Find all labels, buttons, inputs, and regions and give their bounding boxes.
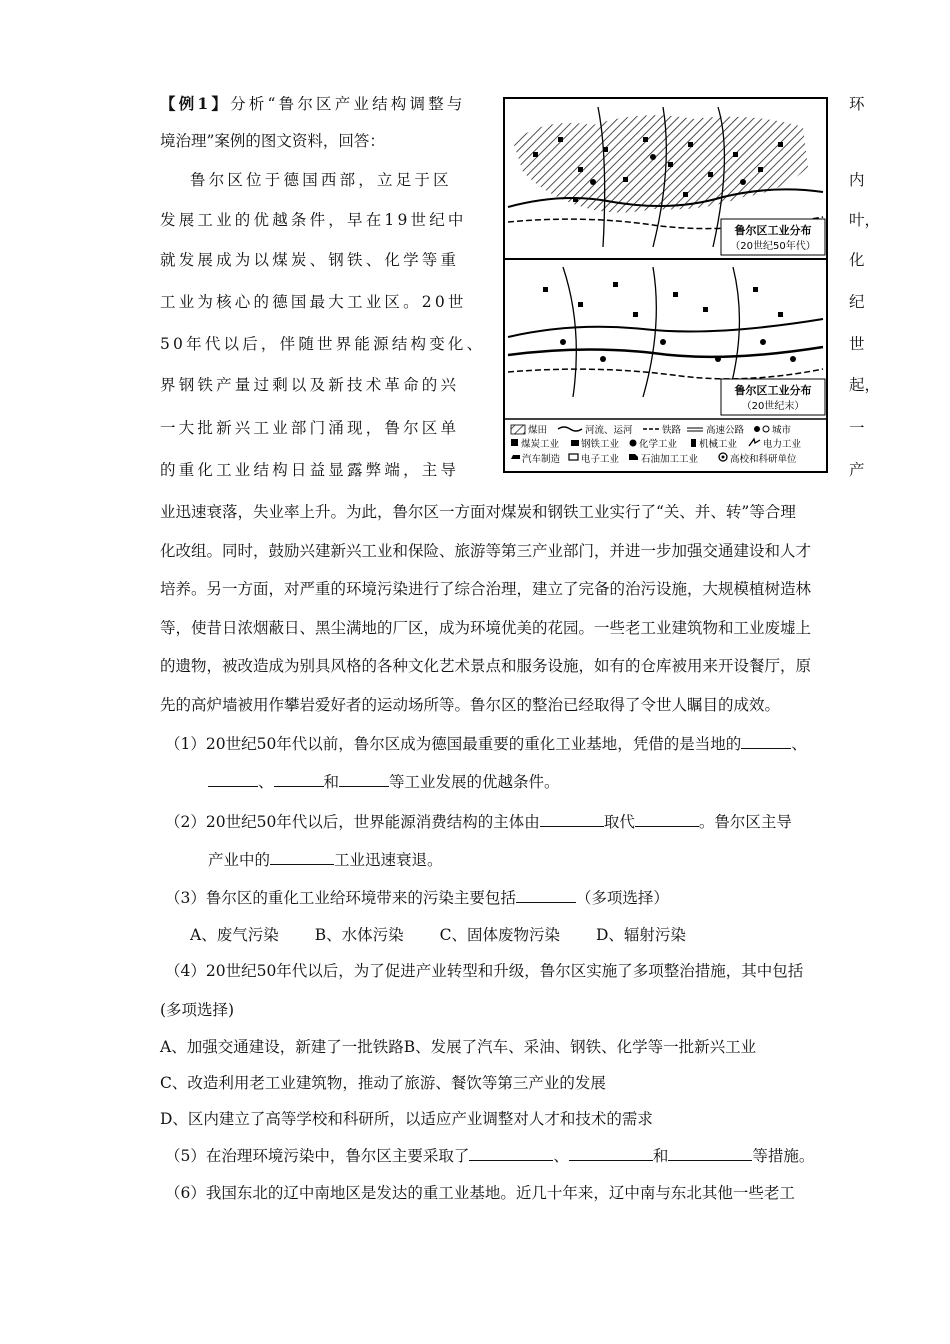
legend-city: 城市 xyxy=(772,425,792,436)
right-col-text: 环 xyxy=(849,95,865,113)
coal-field-swatch xyxy=(511,425,525,434)
right-col-text: 叶， xyxy=(849,211,881,229)
question-1: （1）20世纪50年代以前，鲁尔区成为德国最重要的重化工业基地，凭借的是当地的 、 xyxy=(165,735,807,753)
right-col-text: 起， xyxy=(849,376,881,394)
intro-line-3: 鲁尔区位于德国西部，立足于区 xyxy=(190,171,452,189)
intro-line-10: 的重化工业结构日益显露弊端，主导 xyxy=(160,461,460,479)
legend-highway: 高速公路 xyxy=(706,425,745,436)
intro-text: 分析“鲁尔区产业结构调整与 xyxy=(230,95,466,113)
answer-blank[interactable] xyxy=(274,772,324,787)
right-col-text: 化 xyxy=(849,251,865,269)
right-col-text: 世 xyxy=(849,335,865,353)
steel-ind-swatch xyxy=(571,440,579,446)
legend-steel-ind: 钢铁工业 xyxy=(581,439,620,450)
univ-swatch xyxy=(722,456,725,459)
question-4-option-c[interactable]: C、改造利用老工业建筑物，推动了旅游、餐饮等第三产业的发展 xyxy=(160,1074,606,1092)
question-4: （4）20世纪50年代以后，为了促进产业转型和升级，鲁尔区实施了多项整治措施，其中包括 xyxy=(165,962,804,980)
answer-blank[interactable] xyxy=(668,1146,752,1161)
answer-blank[interactable] xyxy=(569,1146,653,1161)
question-2: （2）20世纪50年代以后，世界能源消费结构的主体由 取代 。鲁尔区主导 xyxy=(165,813,792,831)
answer-blank[interactable] xyxy=(208,772,258,787)
intro-line-2: 境治理”案例的图文资料，回答： xyxy=(160,132,385,150)
chem-ind-swatch xyxy=(630,440,637,447)
answer-blank[interactable] xyxy=(339,772,389,787)
legend-auto-ind: 汽车制造 xyxy=(522,454,561,465)
intro-line-5: 就发展成为以煤炭、钢铁、化学等重 xyxy=(160,251,460,269)
intro-line-9: 一大批新兴工业部门涌现，鲁尔区单 xyxy=(160,419,460,437)
intro-line-8: 界钢铁产量过剩以及新技术革命的兴 xyxy=(160,376,460,394)
question-4-option-ab[interactable]: A、加强交通建设，新建了一批铁路B、发展了汽车、采油、钢铁、化学等一批新兴工业 xyxy=(160,1038,757,1056)
legend-railway: 铁路 xyxy=(662,425,682,436)
answer-blank[interactable] xyxy=(516,888,576,903)
right-col-text: 内 xyxy=(849,171,865,189)
mach-ind-swatch xyxy=(691,439,696,447)
body-line: 的遗物，被改造成为别具风格的各种文化艺术景点和服务设施，如有的仓库被用来开设餐厅，原 xyxy=(160,657,812,675)
question-3: （3）鲁尔区的重化工业给环境带来的污染主要包括 （多项选择） xyxy=(165,889,669,907)
question-3-options xyxy=(190,925,722,945)
question-6: （6）我国东北的辽中南地区是发达的重工业基地。近几十年来，辽中南与东北其他一些老工 xyxy=(165,1184,795,1202)
option-a[interactable]: A、废气污染 xyxy=(190,926,279,944)
legend-elec-ind: 电子工业 xyxy=(581,454,620,465)
option-d[interactable]: D、辐射污染 xyxy=(595,926,686,944)
right-col-text: 产 xyxy=(849,461,865,479)
answer-blank[interactable] xyxy=(270,850,334,865)
question-5: （5）在治理环境污染中，鲁尔区主要采取了 、 和 等措施。 xyxy=(165,1147,815,1165)
map-subtitle-1950s: （20世纪50年代） xyxy=(730,241,816,252)
answer-blank[interactable] xyxy=(741,734,791,749)
right-col-text: 纪 xyxy=(849,293,865,311)
map-title-1950s: 鲁尔区工业分布 xyxy=(734,224,812,237)
answer-blank[interactable] xyxy=(635,812,699,827)
legend-river: 河流、运河 xyxy=(585,425,633,436)
legend-power-ind: 电力工业 xyxy=(763,439,802,450)
legend-univ: 高校和科研单位 xyxy=(730,454,797,465)
body-line: 培养。另一方面，对严重的环境污染进行了综合治理，建立了完备的治污设施，大规模植树造林 xyxy=(160,580,812,598)
legend-coal-ind: 煤炭工业 xyxy=(521,439,560,450)
body-line: 等，使昔日浓烟蔽日、黑尘满地的厂区，成为环境优美的花园。一些老工业建筑物和工业废墟上 xyxy=(160,619,812,637)
coal-ind-swatch xyxy=(511,439,518,446)
legend-oil-ind: 石油加工工业 xyxy=(641,454,699,465)
ruhr-industry-map xyxy=(503,97,828,473)
legend-mach-ind: 机械工业 xyxy=(699,439,738,450)
question-2-cont: 产业中的 工业迅速衰退。 xyxy=(208,851,443,869)
question-1-cont: 、 和 等工业发展的优越条件。 xyxy=(208,772,560,792)
map-title-late: 鲁尔区工业分布 xyxy=(734,384,812,397)
question-4-option-d[interactable]: D、区内建立了高等学校和科研所，以适应产业调整对人才和技术的需求 xyxy=(160,1110,653,1128)
option-b[interactable]: B、水体污染 xyxy=(314,926,404,944)
answer-blank[interactable] xyxy=(540,812,604,827)
map-subtitle-late: （20世纪末） xyxy=(741,401,805,412)
legend-coal-field: 煤田 xyxy=(528,425,548,436)
answer-blank[interactable] xyxy=(469,1146,553,1161)
intro-line-6: 工业为核心的德国最大工业区。20世 xyxy=(160,293,467,311)
intro-line-4: 发展工业的优越条件，早在19世纪中 xyxy=(160,211,467,229)
question-4-note: (多项选择) xyxy=(160,1001,235,1019)
intro-line-7: 50年代以后，伴随世界能源结构变化、 xyxy=(160,335,486,353)
option-c[interactable]: C、固体废物污染 xyxy=(439,926,560,944)
right-col-text: 一 xyxy=(849,419,865,437)
body-line: 化改组。同时，鼓励兴建新兴工业和保险、旅游等第三产业部门，并进一步加强交通建设和人才 xyxy=(160,542,812,560)
body-line: 先的高炉墙被用作攀岩爱好者的运动场所等。鲁尔区的整治已经取得了令世人瞩目的成效。 xyxy=(160,696,781,714)
legend-chem-ind: 化学工业 xyxy=(639,439,678,450)
body-line: 业迅速衰落，失业率上升。为此，鲁尔区一方面对煤炭和钢铁工业实行了“关、并、转”等合理 xyxy=(160,503,796,521)
example-label: 【例1】 xyxy=(160,94,231,113)
intro-line-1 xyxy=(160,94,466,114)
